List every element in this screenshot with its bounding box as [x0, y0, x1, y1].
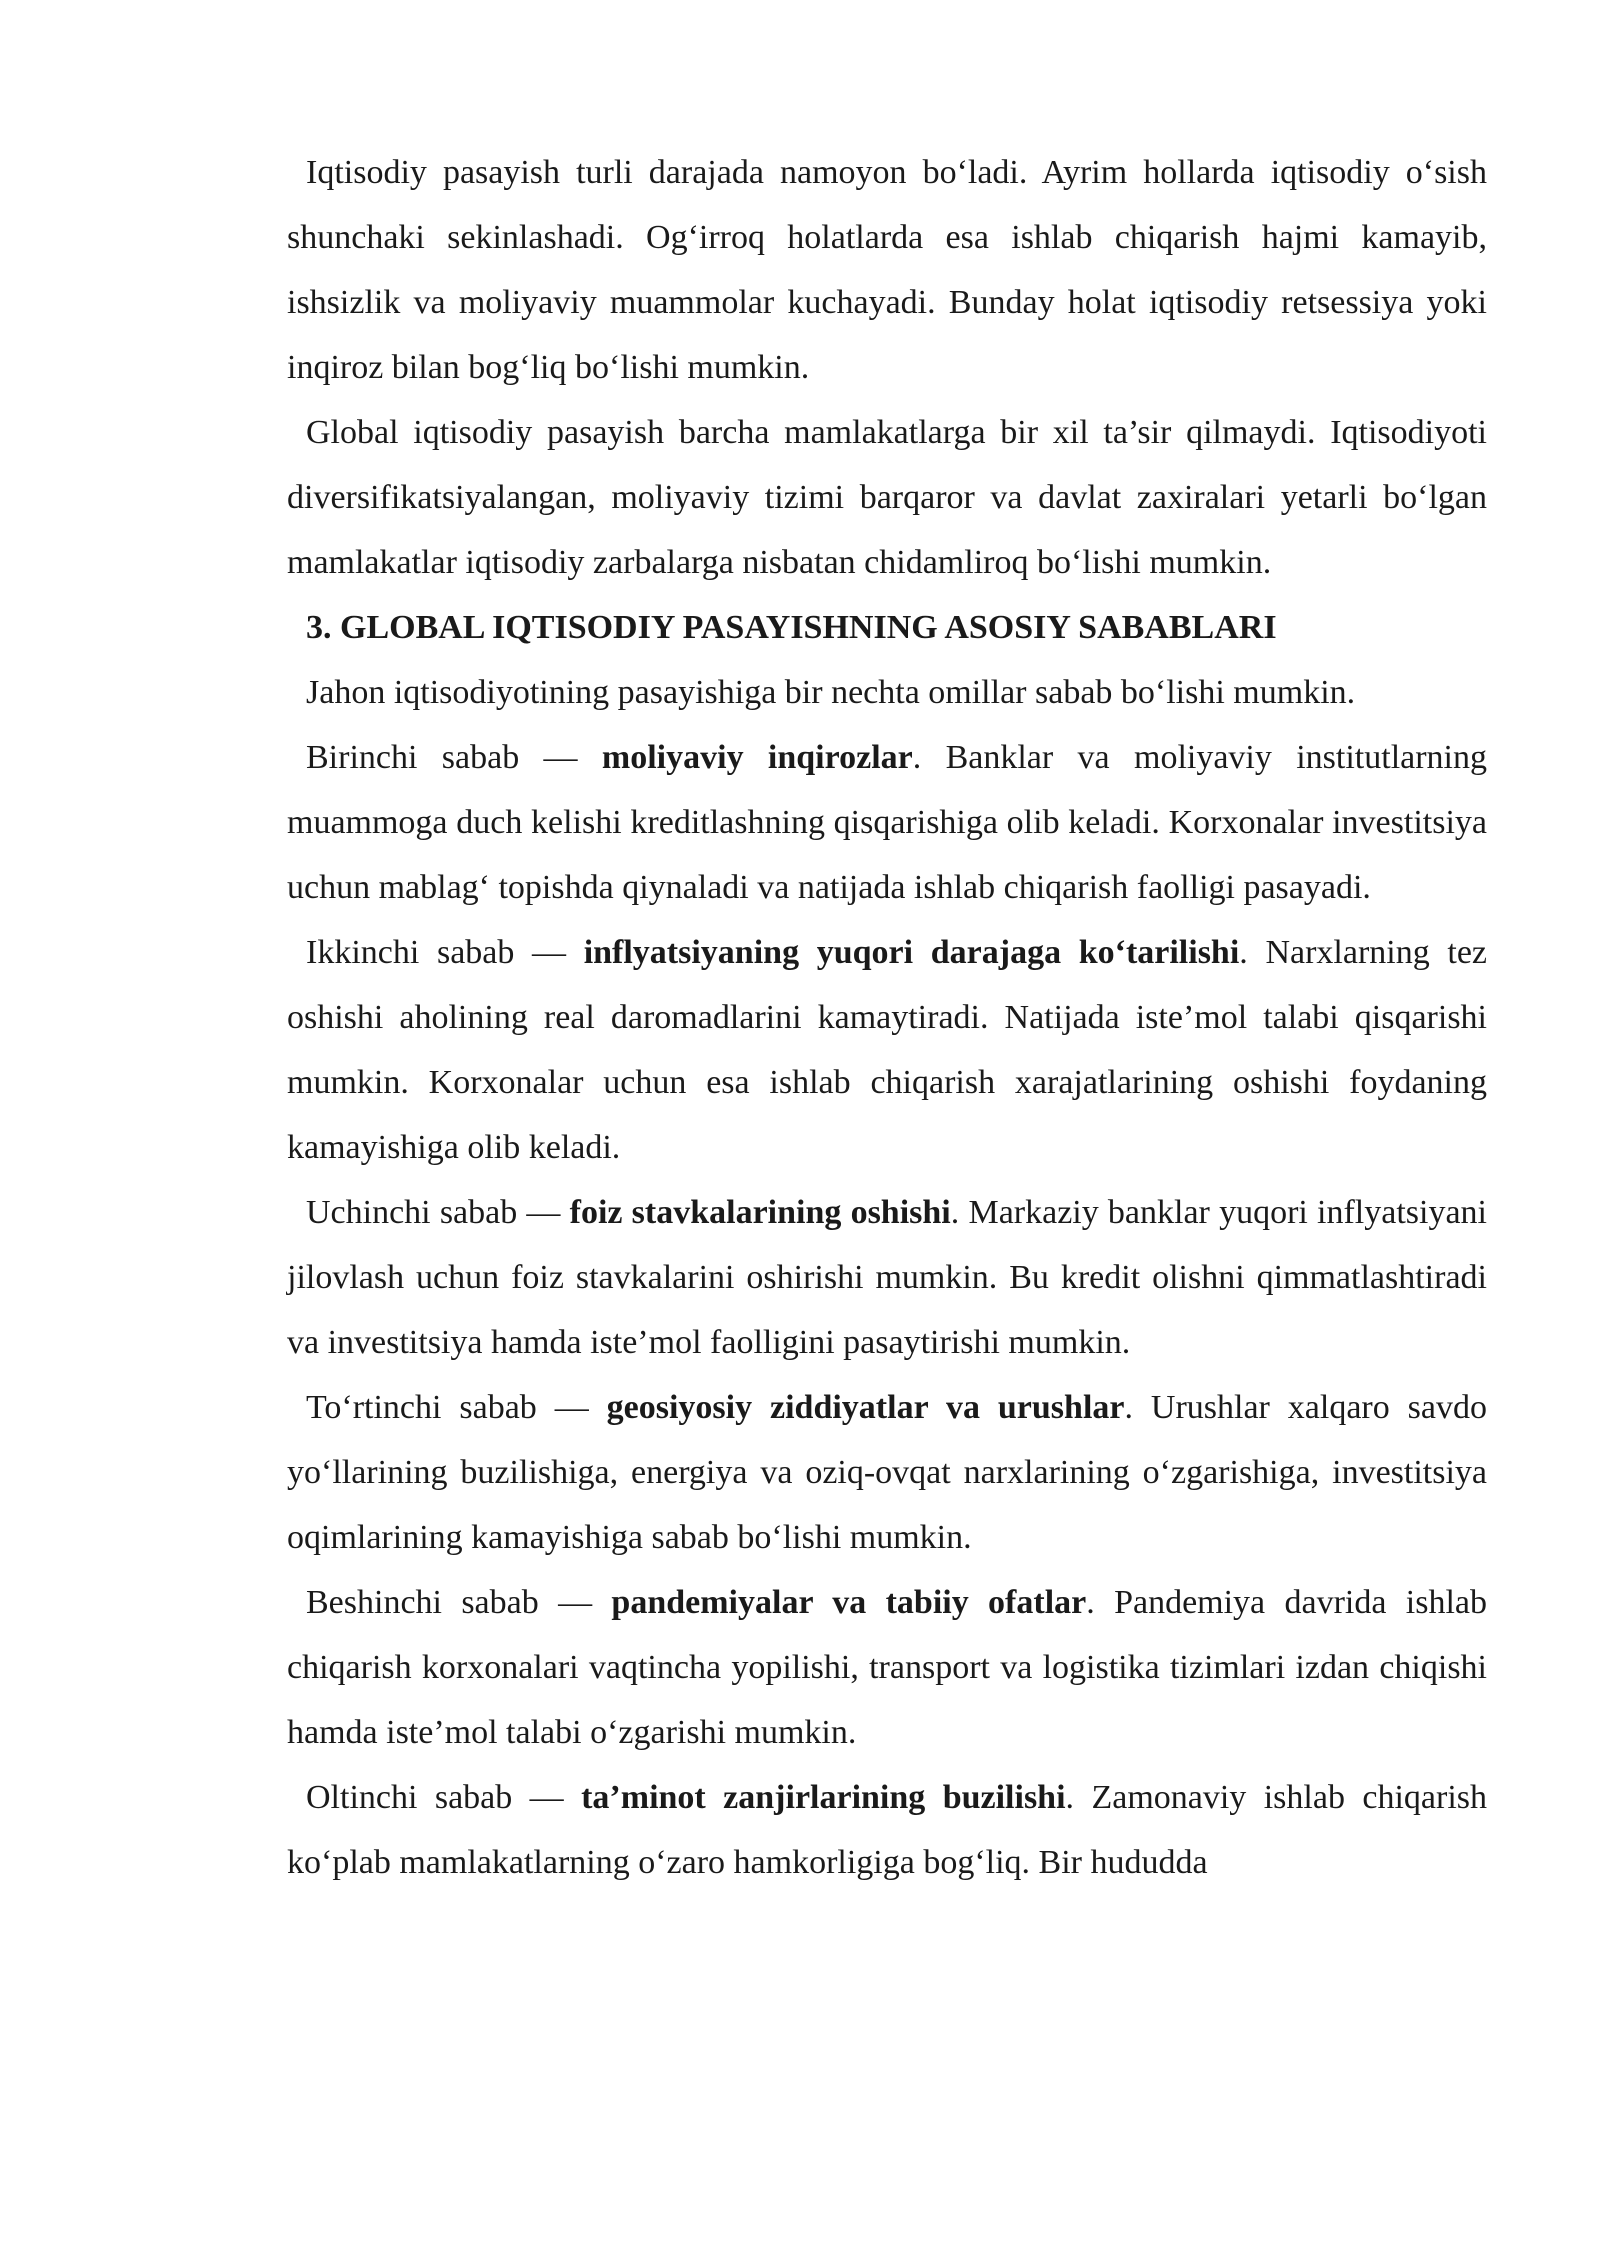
paragraph-recession-degrees: Iqtisodiy pasayish turli darajada namoyon bo‘ladi. Ayrim hollarda iqtisodiy o‘sish shunchaki sekinlashadi. Og‘irroq holatlarda esa ishlab chiqarish hajmi kamayib, ishsizlik va moliyaviy muammolar kuchayadi. Bunday holat iqtisodiy retsessiya yoki inqiroz bilan bog‘liq bo‘lishi mumkin. — [287, 154, 1487, 386]
paragraph-cause-6 — [287, 1765, 1487, 1895]
cause-1-term: moliyaviy inqirozlar — [601, 739, 913, 776]
paragraph-cause-2 — [287, 920, 1487, 1180]
cause-1-lead: Birinchi sabab — — [306, 739, 602, 776]
paragraph-cause-4 — [287, 1375, 1487, 1570]
cause-3-term: foiz stavkalarining oshishi — [569, 1194, 951, 1231]
section-heading: 3. GLOBAL IQTISODIY PASAYISHNING ASOSIY SABABLARI — [306, 609, 1277, 646]
cause-5-text: . Pandemiya davrida ishlab chiqarish korxonalari vaqtincha yopilishi, transport va logistika tizimlari izdan chiqishi hamda iste’mol talabi o‘zgarishi mumkin. — [287, 1584, 1487, 1751]
cause-2-term: inflyatsiyaning yuqori darajaga ko‘tarilishi — [583, 934, 1240, 971]
paragraph-global-impact: Global iqtisodiy pasayish barcha mamlakatlarga bir xil ta’sir qilmaydi. Iqtisodiyoti diversifikatsiyalangan, moliyaviy tizimi barqaror va davlat zaxiralari yetarli bo‘lgan mamlakatlar iqtisodiy zarbalarga nisbatan chidamliroq bo‘lishi mumkin. — [287, 414, 1487, 581]
cause-1-text: . Banklar va moliyaviy institutlarning muammoga duch kelishi kreditlashning qisqarishiga olib keladi. Korxonalar investitsiya uchun mablag‘ topishda qiynaladi va natijada ishlab chiqarish faolligi pasayadi. — [287, 739, 1487, 906]
cause-2-text: . Narxlarning tez oshishi aholining real daromadlarini kamaytiradi. Natijada iste’mol talabi qisqarishi mumkin. Korxonalar uchun esa ishlab chiqarish xarajatlarining oshishi foydaning kamayishiga olib keladi. — [287, 934, 1488, 1166]
document-body — [287, 140, 1487, 1895]
cause-5-lead: Beshinchi sabab — — [306, 1584, 612, 1621]
paragraph-section-intro: Jahon iqtisodiyotining pasayishiga bir nechta omillar sabab bo‘lishi mumkin. — [306, 674, 1356, 711]
paragraph-cause-3 — [287, 1180, 1487, 1375]
cause-3-text: . Markaziy banklar yuqori inflyatsiyani jilovlash uchun foiz stavkalarini oshirishi mumkin. Bu kredit olishni qimmatlashtiradi va investitsiya hamda iste’mol faolligini pasaytirishi mumkin. — [287, 1194, 1487, 1361]
cause-6-term: ta’minot zanjirlarining buzilishi — [581, 1779, 1066, 1816]
cause-4-lead: To‘rtinchi sabab — — [306, 1389, 607, 1426]
paragraph-cause-5 — [287, 1570, 1487, 1765]
cause-2-lead: Ikkinchi sabab — — [306, 934, 584, 971]
cause-6-lead: Oltinchi sabab — — [306, 1779, 582, 1816]
cause-5-term: pandemiyalar va tabiiy ofatlar — [611, 1584, 1087, 1621]
cause-4-text: . Urushlar xalqaro savdo yo‘llarining buzilishiga, energiya va oziq-ovqat narxlarining o‘zgarishiga, investitsiya oqimlarining kamayishiga sabab bo‘lishi mumkin. — [287, 1389, 1487, 1556]
cause-3-lead: Uchinchi sabab — — [306, 1194, 570, 1231]
paragraph-cause-1 — [287, 725, 1487, 920]
cause-6-text: . Zamonaviy ishlab chiqarish ko‘plab mamlakatlarning o‘zaro hamkorligiga bog‘liq. Bir hududda — [287, 1779, 1487, 1881]
cause-4-term: geosiyosiy ziddiyatlar va urushlar — [606, 1389, 1125, 1426]
